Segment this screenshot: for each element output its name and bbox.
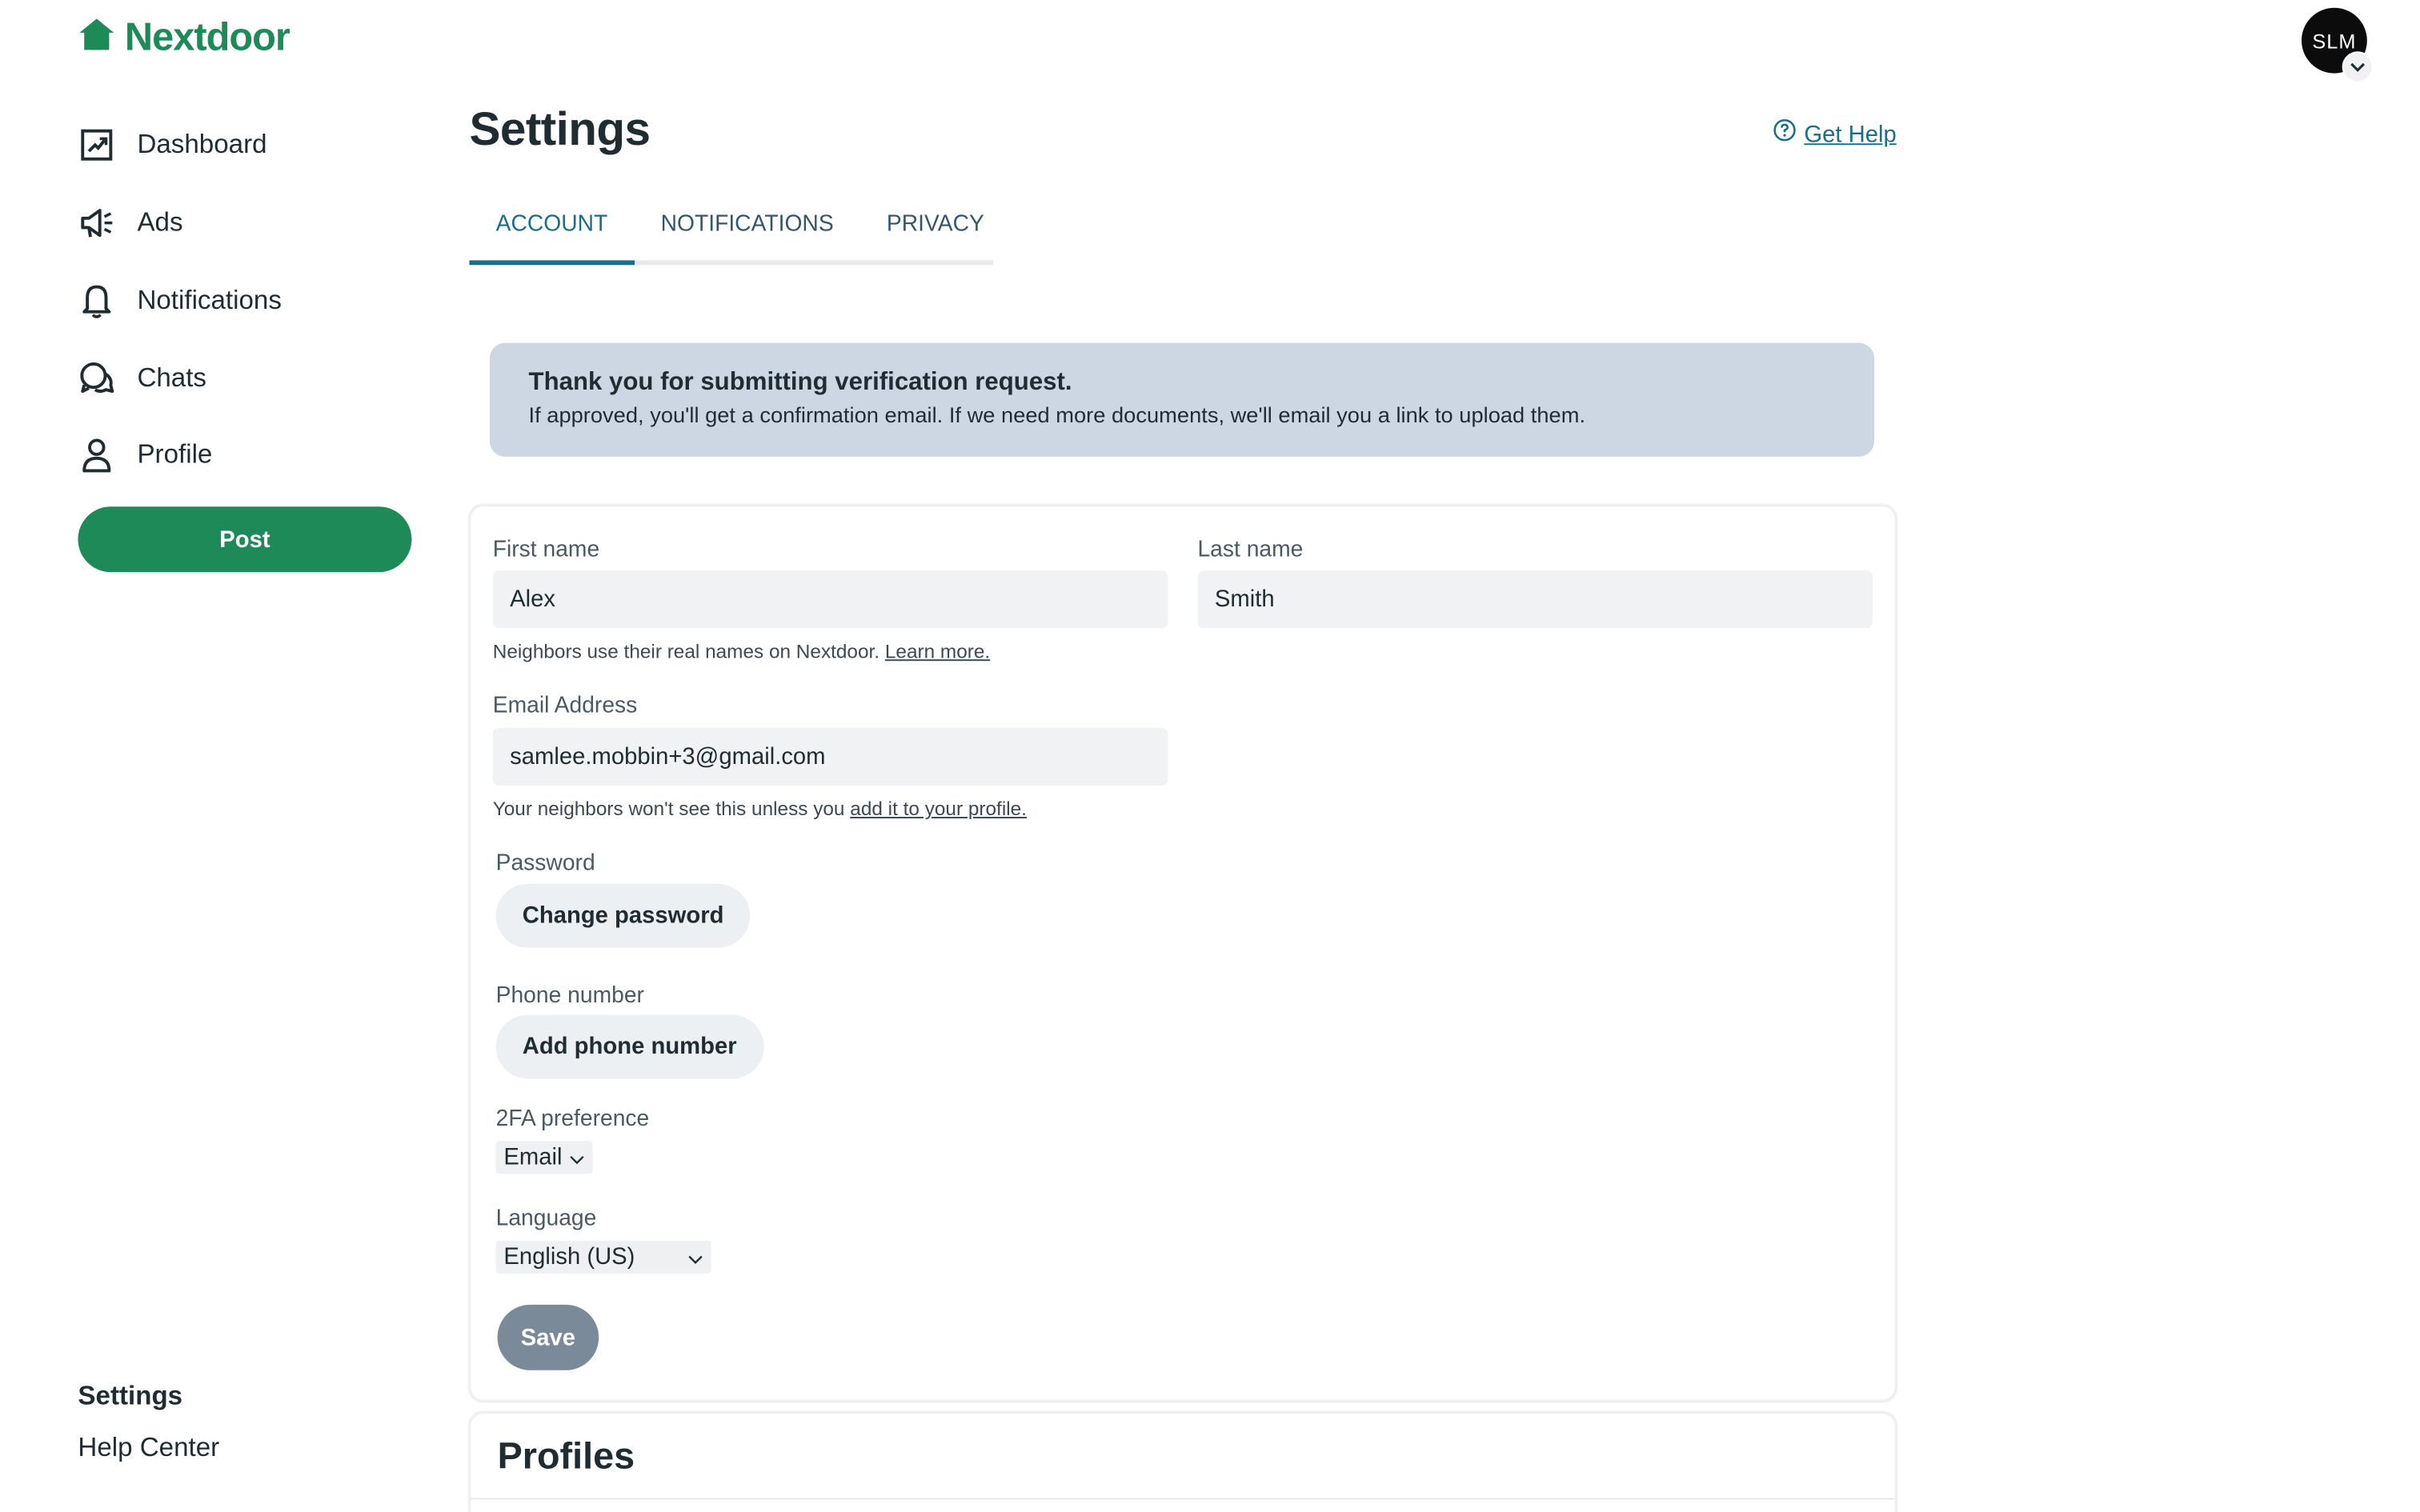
sidebar-item-label: Ads — [137, 207, 183, 238]
person-icon — [78, 437, 115, 474]
email-label: Email Address — [492, 694, 638, 719]
banner-text: If approved, you'll get a confirmation email. If we need more documents, we'll email you a link to upload them. — [528, 402, 1586, 427]
house-logo-icon — [78, 17, 115, 59]
learn-more-link[interactable]: Learn more. — [884, 640, 991, 663]
phone-label: Phone number — [495, 983, 644, 1009]
save-button[interactable]: Save — [498, 1305, 599, 1370]
settings-tabs — [469, 199, 993, 265]
banner-title: Thank you for submitting verification request. — [528, 369, 1072, 396]
sidebar-item-label: Notifications — [137, 285, 282, 315]
sidebar-item-chats[interactable] — [78, 360, 206, 398]
sidebar-item-profile[interactable] — [78, 437, 212, 474]
sidebar-item-ads[interactable] — [78, 204, 182, 242]
page-title: Settings — [469, 104, 651, 156]
bell-icon — [78, 282, 115, 320]
twofa-value: Email — [503, 1144, 563, 1171]
last-name-field[interactable]: Smith — [1197, 570, 1873, 628]
tab-notifications[interactable]: NOTIFICATIONS — [660, 211, 834, 238]
language-select[interactable] — [496, 1241, 711, 1274]
post-button[interactable]: Post — [78, 506, 411, 572]
language-label: Language — [495, 1206, 597, 1232]
get-help-link[interactable] — [1773, 118, 1896, 150]
twofa-label: 2FA preference — [495, 1106, 650, 1132]
language-value: English (US) — [503, 1243, 635, 1271]
chevron-down-icon[interactable] — [2342, 51, 2374, 82]
verification-banner — [490, 343, 1874, 457]
name-hint-text: Neighbors use their real names on Nextdoor. — [492, 640, 880, 663]
sidebar-item-label: Profile — [137, 439, 213, 470]
email-field[interactable]: samlee.mobbin+3@gmail.com — [493, 728, 1168, 786]
tab-account[interactable]: ACCOUNT — [469, 199, 634, 265]
email-hint — [493, 798, 1027, 820]
chat-bubbles-icon — [78, 360, 115, 398]
sidebar-item-label: Chats — [137, 363, 207, 394]
avatar[interactable]: SLM — [2302, 8, 2367, 74]
divider — [471, 1498, 1894, 1500]
chevron-down-icon — [687, 1244, 703, 1270]
profiles-title: Profiles — [497, 1435, 635, 1478]
sidebar-item-dashboard[interactable] — [78, 126, 266, 164]
chevron-down-icon — [568, 1144, 583, 1170]
change-password-button[interactable]: Change password — [496, 884, 751, 948]
brand-name: Nextdoor — [124, 15, 290, 60]
sidebar-settings-link[interactable]: Settings — [78, 1381, 183, 1411]
password-label: Password — [495, 850, 595, 877]
name-hint — [493, 641, 990, 662]
tab-privacy[interactable]: PRIVACY — [886, 211, 984, 238]
add-phone-button[interactable]: Add phone number — [496, 1014, 763, 1078]
first-name-field[interactable]: Alex — [493, 570, 1168, 628]
last-name-label: Last name — [1197, 538, 1304, 563]
sidebar-item-notifications[interactable] — [78, 282, 281, 320]
sidebar-help-center-link[interactable]: Help Center — [78, 1432, 220, 1462]
account-settings-card — [468, 503, 1898, 1402]
first-name-label: First name — [492, 538, 600, 563]
twofa-select[interactable] — [496, 1141, 592, 1174]
get-help-label: Get Help — [1804, 121, 1897, 148]
add-to-profile-link[interactable]: add it to your profile. — [850, 798, 1027, 820]
megaphone-icon — [78, 204, 115, 242]
account-menu[interactable] — [2302, 8, 2370, 77]
profiles-card — [468, 1410, 1898, 1512]
sidebar-item-label: Dashboard — [137, 129, 267, 159]
nextdoor-logo[interactable] — [78, 15, 289, 61]
chart-icon — [78, 126, 115, 164]
help-circle-icon — [1773, 118, 1796, 150]
email-hint-text: Your neighbors won't see this unless you — [492, 798, 845, 820]
